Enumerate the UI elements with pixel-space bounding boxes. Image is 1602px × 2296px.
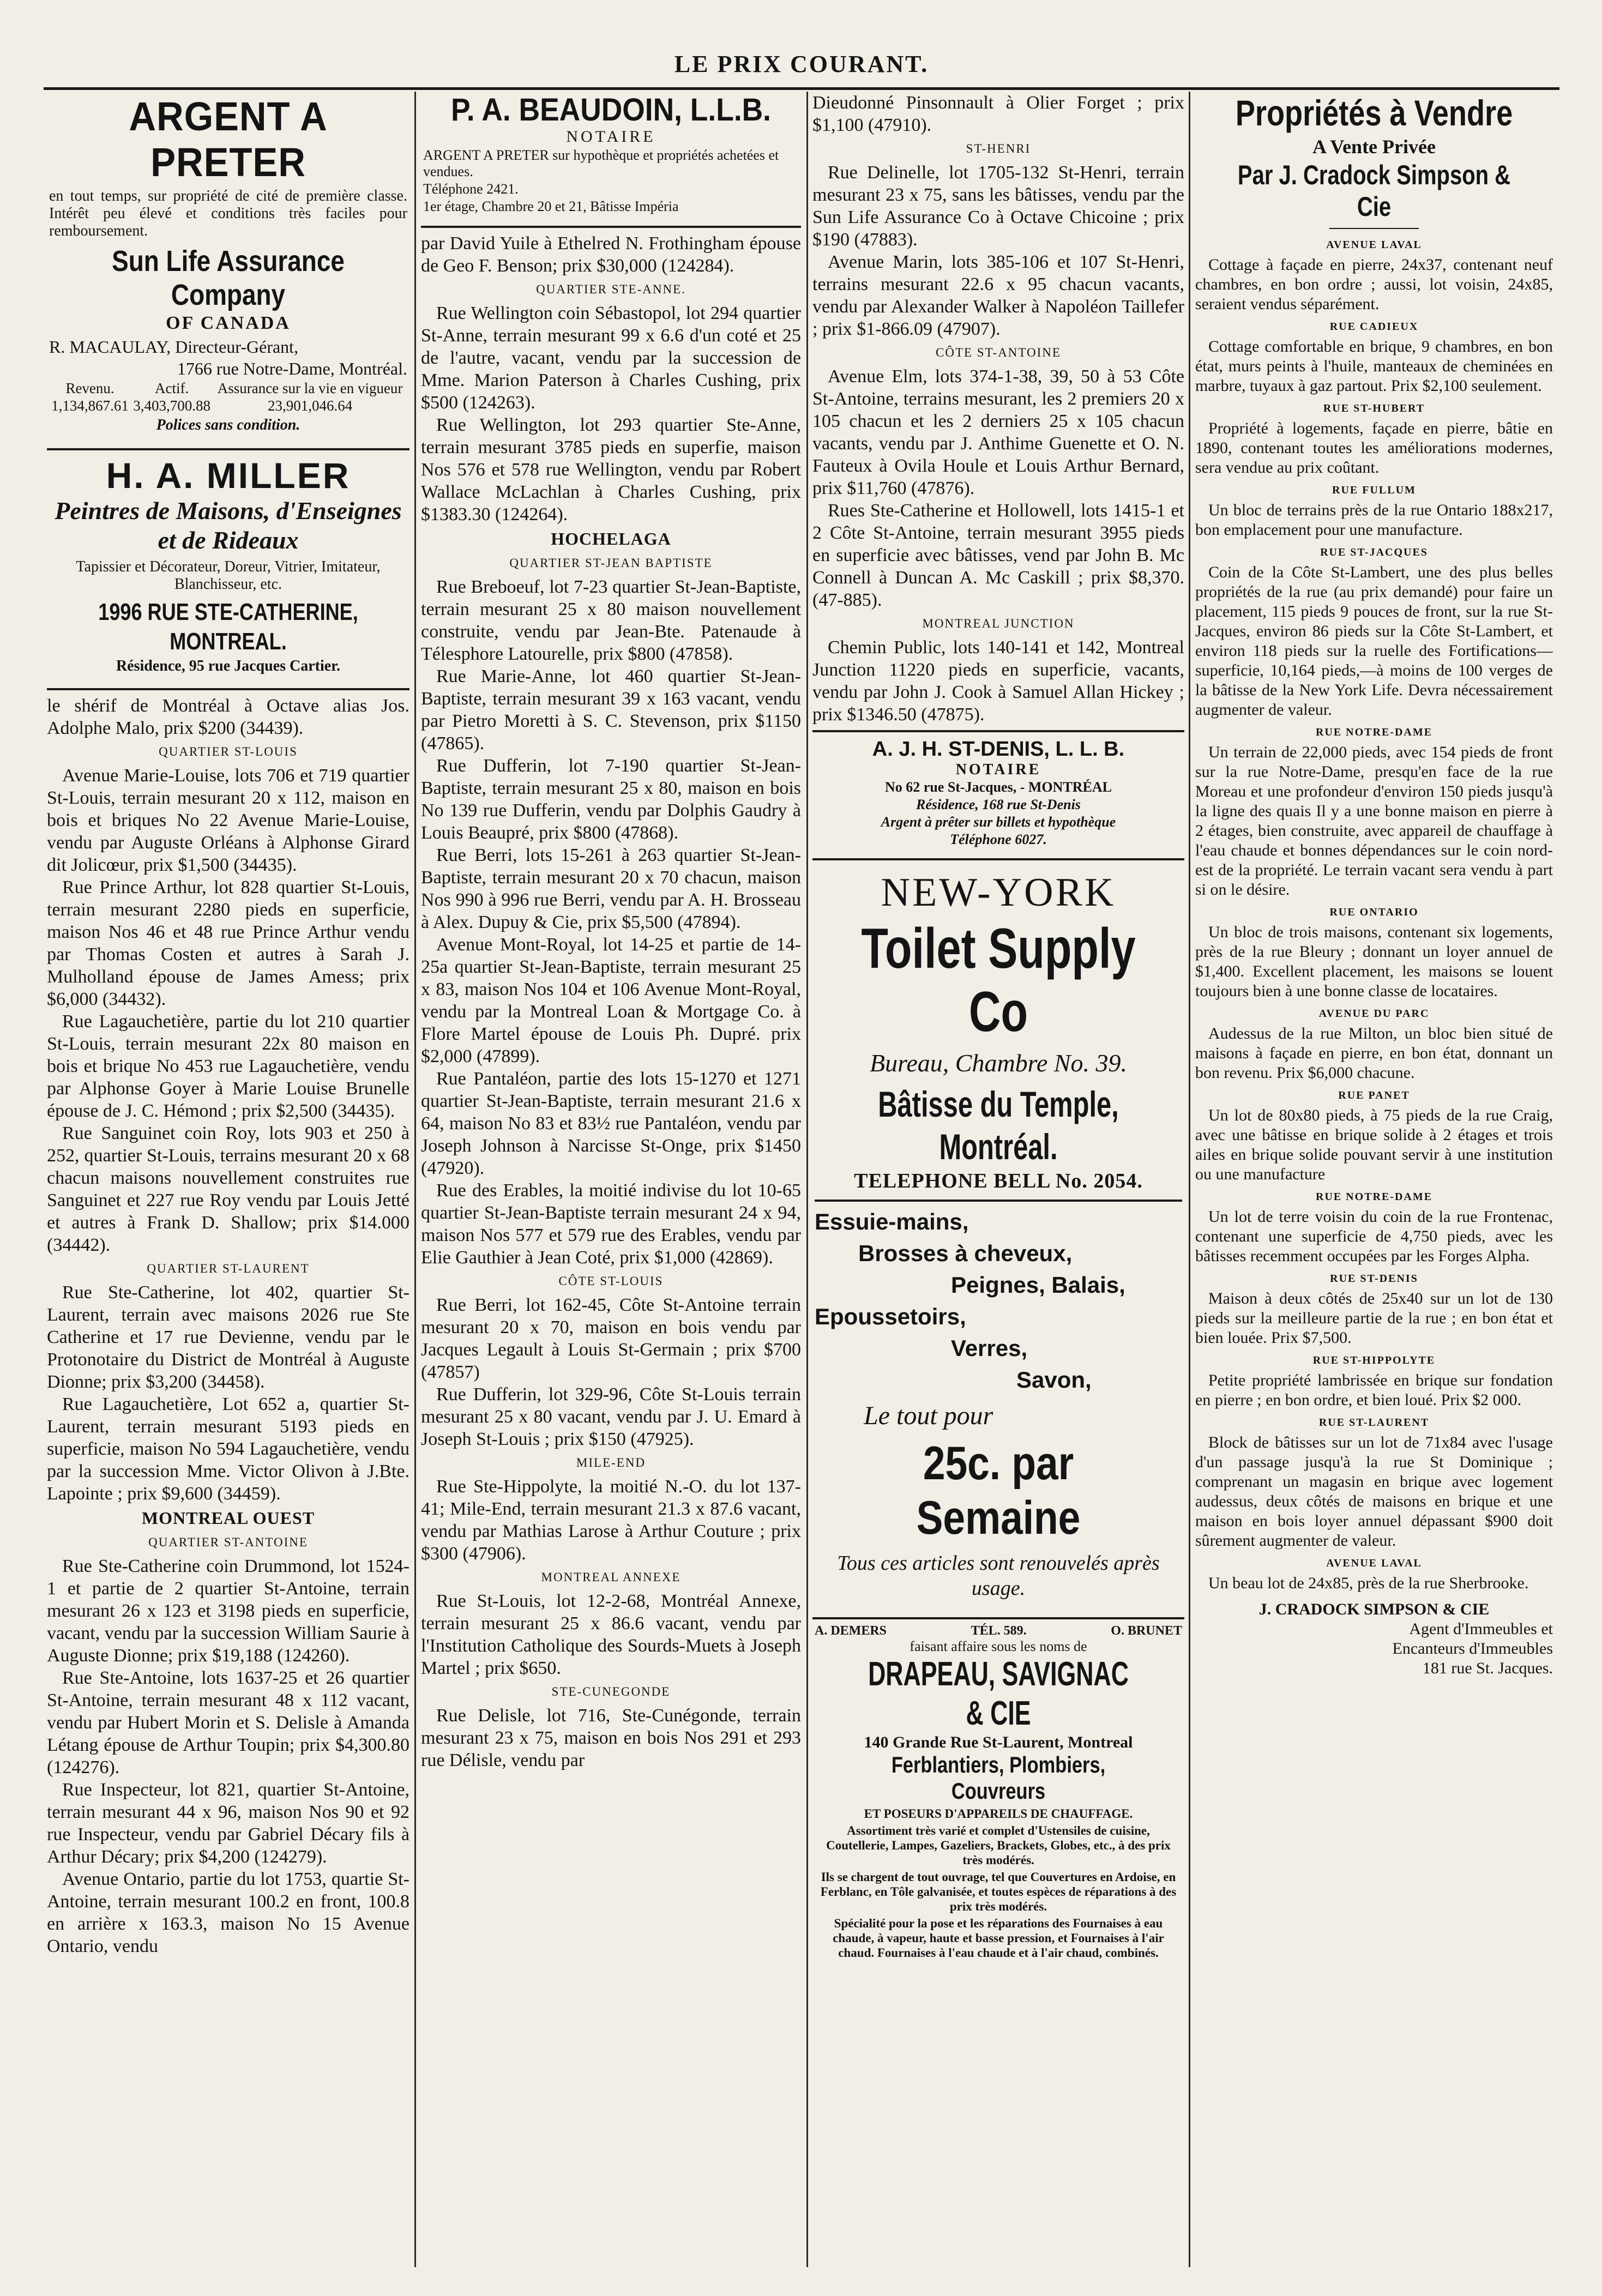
listing-text: Un lot de terre voisin du coin de la rue Frontenac, contenant une superficie de 4,750 pieds, avec les bâtisses recemment occupées par les Forges Alpha. xyxy=(1195,1208,1553,1265)
ad-drapeau-savignac xyxy=(812,1624,1184,1968)
ad-ny-item: Verres, xyxy=(951,1335,1028,1361)
article-paragraph: Avenue Mont-Royal, lot 14-25 et partie de 14-25a quartier St-Jean-Baptiste, terrain mesurant 25 x 83, maison Nos 104 et 106 Avenue Mont-Royal, vendu par la Montreal Loan & Mortgage Co. à Flore Martel épouse de Louis Ph. Dupré. prix $2,000 (47899). xyxy=(421,935,801,1066)
listing-text: Maison à deux côtés de 25x40 sur un lot de 130 pieds sur la meilleure partie de la rue ; en bon état et bien louée. Prix $7,500. xyxy=(1195,1289,1553,1347)
listing-heading: RUE NOTRE-DAME xyxy=(1315,726,1433,738)
listing-text: Block de bâtisses sur un lot de 71x84 avec l'usage d'un passage jusqu'à la rue St Dominique ; comprenant un magasin en brique avec logement audessus, deux côtés de maisons en brique et une maison en bois loyer annuel dépassant $900 doit sûrement augmenter de valeur. xyxy=(1195,1433,1553,1550)
ad-stdenis-address: No 62 rue St-Jacques, - MONTRÉAL xyxy=(885,779,1112,795)
ad-newyork-toilet-supply xyxy=(812,868,1184,1613)
listing-text: Cottage comfortable en brique, 9 chambres, en bon état, murs peints à l'huile, manteaux de cheminées en marbre, tuyaux à gaz partout. Prix $2,100 seulement. xyxy=(1195,338,1553,395)
article-paragraph: Rue Prince Arthur, lot 828 quartier St-Louis, terrain mesurant 2280 pieds en superficie, maison Nos 46 et 48 rue Prince Arthur vendu par Thomas Costen et autres à Sarah J. Mulholland épouse de James Amess; prix $6,000 (34432). xyxy=(47,877,409,1009)
section-heading: QUARTIER ST-JEAN BAPTISTE xyxy=(509,556,713,570)
listing-heading: RUE NOTRE-DAME xyxy=(1315,1191,1433,1203)
listing-heading: AVENUE LAVAL xyxy=(1326,1557,1422,1569)
ad-beaudoin-line: ARGENT A PRETER sur hypothèque et propriétés achetées et vendues. xyxy=(423,147,779,179)
article-paragraph: Avenue Ontario, partie du lot 1753, quartie St-Antoine, terrain mesurant 100.2 en front, 100.8 en arrière x 163.3, maison No 15 Avenue Ontario, vendu xyxy=(47,1869,409,1956)
listing-heading: RUE CADIEUX xyxy=(1329,321,1419,333)
article-paragraph: Rue Lagauchetière, partie du lot 210 quartier St-Louis, terrain mesurant 22x 80 maison en bois et brique No 453 rue Lagauchetière, vendu par Alphonse Goyer à Marie Louise Brunelle épouse de J. C. Hémond ; prix $2,500 (34435). xyxy=(47,1011,409,1121)
column-3 xyxy=(812,92,1184,2267)
divider xyxy=(421,226,801,228)
article-paragraph: Rue St-Louis, lot 12-2-68, Montréal Annexe, terrain mesurant 25 x 86.6 vacant, vendu par l'Institution Catholique des Sourds-Muets à Joseph Martel ; prix $650. xyxy=(421,1591,801,1678)
ad-drapeau-partner-left: A. DEMERS xyxy=(815,1624,887,1638)
ad-ny-company: Toilet Supply Co xyxy=(861,917,1136,1044)
ad-proprietes-subtitle: A Vente Privée xyxy=(1312,136,1436,158)
ad-ny-item: Essuie-mains, xyxy=(815,1209,969,1234)
ad-miller-desc: Tapissier et Décorateur, Doreur, Vitrier, Imitateur, Blanchisseur, etc. xyxy=(76,558,381,593)
stats-value-revenu: 1,134,867.61 xyxy=(51,397,129,414)
ad-miller-address: 1996 RUE STE-CATHERINE, MONTREAL. xyxy=(98,599,358,655)
divider xyxy=(47,688,409,690)
section-heading: MONTREAL JUNCTION xyxy=(922,617,1075,630)
stats-header-assurance: Assurance sur la vie en vigueur xyxy=(217,380,403,396)
divider xyxy=(1329,228,1419,229)
listing-text: Audessus de la rue Milton, un bloc bien situé de maisons à façade en pierre, en bon état, donnant un bon revenu. Prix $6,000 chacune. xyxy=(1195,1025,1553,1082)
ad-ny-price: 25c. par Semaine xyxy=(916,1437,1081,1544)
ad-argent-a-preter xyxy=(47,94,409,444)
section-heading: QUARTIER ST-LAURENT xyxy=(147,1262,310,1275)
ad-proprietes-title: Propriétés à Vendre xyxy=(1235,93,1513,133)
ad-ny-building: Bâtisse du Temple, Montréal. xyxy=(878,1084,1119,1167)
stats-header-revenu: Revenu. xyxy=(65,380,115,396)
ad-drapeau-partner-right: O. BRUNET xyxy=(1111,1624,1182,1638)
ad-beaudoin-office: 1er étage, Chambre 20 et 21, Bâtisse Impéria xyxy=(423,198,679,214)
ad-drapeau-trades: Ferblantiers, Plombiers, Couvreurs xyxy=(891,1752,1106,1804)
listing-heading: RUE ST-DENIS xyxy=(1330,1273,1418,1285)
ad-beaudoin-role: NOTAIRE xyxy=(566,128,656,146)
section-heading: CÔTE ST-LOUIS xyxy=(558,1274,664,1288)
ad-argent-address: 1766 rue Notre-Dame, Montréal. xyxy=(177,359,407,378)
listing-heading: AVENUE LAVAL xyxy=(1326,239,1422,251)
article-paragraph: Rue Delisle, lot 716, Ste-Cunégonde, terrain mesurant 23 x 75, maison en bois Nos 291 et 293 rue Délisle, vendu par xyxy=(421,1706,801,1770)
listing-text: Petite propriété lambrissée en brique sur fondation en pierre ; en bon ordre, et bien loué. Prix $2 000. xyxy=(1195,1371,1553,1409)
ad-ny-office: Bureau, Chambre No. 39. xyxy=(870,1049,1127,1077)
stats-header-actif: Actif. xyxy=(155,380,189,396)
article-paragraph: Rue Delinelle, lot 1705-132 St-Henri, terrain mesurant 23 x 75, sans les bâtisses, vendu par the Sun Life Assurance Co à Octave Chicoine ; prix $190 (47883). xyxy=(812,162,1184,250)
section-heading: ST-HENRI xyxy=(966,142,1031,155)
listing-heading: RUE ST-LAURENT xyxy=(1318,1417,1430,1429)
article-paragraph: Rue Inspecteur, lot 821, quartier St-Antoine, terrain mesurant 44 x 96, maison Nos 90 et 92 rue Inspecteur, vendu par Gabriel Décary fils à Arthur Décary; prix $4,200 (124279). xyxy=(47,1780,409,1867)
section-heading: MONTREAL OUEST xyxy=(141,1508,315,1528)
article-paragraph: Rue Lagauchetière, Lot 652 a, quartier St-Laurent, terrain mesurant 5193 pieds en superficie, maison No 594 Lagauchetière, vendu par la succession Mme. Victor Olivon à J.Bte. Lapointe ; prix $9,600 (34459). xyxy=(47,1394,409,1504)
ad-drapeau-paragraph: Ils se chargent de tout ouvrage, tel que Couvertures en Ardoise, en Ferblanc, en Tôle galvanisée, et toutes espèces de réparations à des prix très modérés. xyxy=(820,1870,1177,1913)
ad-ny-item: Savon, xyxy=(1016,1367,1092,1393)
ad-ny-line1: NEW-YORK xyxy=(881,870,1116,915)
article-paragraph: Rue Pantaléon, partie des lots 15-1270 et 1271 quartier St-Jean-Baptiste, terrain mesurant 21.6 x 64, maison No 83 et 83½ rue Pantaléon, vendu par Joseph Johnson à Narcisse St-Onge, prix $1450 (47920). xyxy=(421,1069,801,1178)
article-paragraph: Rue Ste-Antoine, lots 1637-25 et 26 quartier St-Antoine, terrain mesurant 48 x 112 vacant, vendu par Hubert Morin et S. Delisle à Amanda Létang épouse de Arthur Toupin; prix $4,300.80 (124276). xyxy=(47,1668,409,1777)
article-paragraph: Dieudonné Pinsonnault à Olier Forget ; prix $1,100 (47910). xyxy=(812,93,1184,135)
listing-heading: RUE FULLUM xyxy=(1332,484,1416,496)
ad-miller-trade: Peintres de Maisons, d'Enseignes et de Rideaux xyxy=(55,497,402,554)
ad-beaudoin-phone: Téléphone 2421. xyxy=(423,181,519,197)
ad-ny-phone: TELEPHONE BELL No. 2054. xyxy=(854,1170,1143,1192)
ad-stdenis-name: A. J. H. ST-DENIS, L. L. B. xyxy=(872,738,1125,761)
ad-argent-note: Polices sans condition. xyxy=(156,417,300,433)
column-divider xyxy=(1189,92,1190,2267)
listing-text: Propriété à logements, façade en pierre, bâtie en 1890, contenant toutes les améliorations modernes, sera vendue au prix coûtant. xyxy=(1195,419,1553,477)
article-paragraph: Rue Ste-Catherine, lot 402, quartier St-Laurent, terrain avec maisons 2026 rue Ste Catherine et 17 rue Devienne, vendu par le Protonotaire du District de Montréal à Auguste Dionne; prix $3,200 (34458). xyxy=(47,1282,409,1392)
listing-text: Un terrain de 22,000 pieds, avec 154 pieds de front sur la rue Notre-Dame, presqu'en face de la rue Moreau et une profondeur d'environ 150 pieds jusqu'à la ligne des quais Il y a une bonne maison en pierre à 2 étages, bien construite, avec appareil de chauffage à l'eau chaude et bonnes dépendances sur le coin nord-est de la propriété. Le terrain vacant sera vendu à part si on le désire. xyxy=(1195,743,1553,899)
article-paragraph: Avenue Marie-Louise, lots 706 et 719 quartier St-Louis, terrain mesurant 20 x 112, maison en bois et briques No 22 Avenue Marie-Louise, vendu par Auguste Orléans à Alphonse Girard dit Jolicœur, prix $1,500 (34435). xyxy=(47,766,409,875)
section-heading: QUARTIER ST-ANTOINE xyxy=(148,1535,308,1549)
article-paragraph: Rue Berri, lots 15-261 à 263 quartier St-Jean-Baptiste, terrain mesurant 20 x 70 chacun, maison Nos 990 à 996 rue Berri, vendu par A. H. Brosseau à Alex. Dupuy & Cie, prix $5,500 (47894). xyxy=(421,845,801,932)
section-heading: STE-CUNEGONDE xyxy=(551,1685,671,1698)
article-paragraph: Rue Sanguinet coin Roy, lots 903 et 250 à 252, quartier St-Louis, terrains mesurant 20 x 68 chacun maisons nouvellement construites rue Sanguinet et 227 rue Roy vendu par Louis Jetté et autres à Frank D. Shallow; prix $14.000 (34442). xyxy=(47,1123,409,1255)
ad-argent-stats-table xyxy=(49,379,407,414)
divider xyxy=(47,448,409,450)
ad-beaudoin xyxy=(421,93,801,221)
ad-stdenis-phone: Téléphone 6027. xyxy=(950,831,1047,847)
ad-stdenis-role: NOTAIRE xyxy=(955,761,1041,778)
article-paragraph: Rue Marie-Anne, lot 460 quartier St-Jean-Baptiste, terrain mesurant 39 x 163 vacant, vendu par Pietro Moretti à S. C. Stevenson, prix $1150 (47865). xyxy=(421,666,801,754)
article-paragraph: Rues Ste-Catherine et Hollowell, lots 1415-1 et 2 Côte St-Antoine, terrain mesurant 3955 pieds en superficie avec bâtisses, vend par John B. Mc Connell à Duncan A. Mc Caskill ; prix $8,370. (47-885). xyxy=(812,501,1184,610)
divider xyxy=(812,730,1184,732)
ad-drapeau-paragraph: Spécialité pour la pose et les réparations des Fournaises à eau chaude, à vapeur, haute et basse pression, et Fournaises à l'air chaud. Fournaises à l'eau chaude et à l'air chaud, combinés. xyxy=(833,1917,1164,1960)
section-heading: MILE-END xyxy=(576,1456,646,1469)
article-paragraph: Chemin Public, lots 140-141 et 142, Montreal Junction 11220 pieds en superficie, vacants, vendu par John J. Cook à Samuel Allan Hickey ; prix $1346.50 (47875). xyxy=(812,637,1184,725)
ad-drapeau-address: 140 Grande Rue St-Laurent, Montreal xyxy=(864,1733,1133,1751)
masthead-title: LE PRIX COURANT. xyxy=(674,51,929,77)
ad-argent-manager: R. MACAULAY, Directeur-Gérant, xyxy=(49,337,299,357)
article-paragraph: le shérif de Montréal à Octave alias Jos. Adolphe Malo, prix $200 (34439). xyxy=(47,696,409,738)
signature-line: Encanteurs d'Immeubles xyxy=(1392,1640,1553,1658)
listing-text: Cottage à façade en pierre, 24x37, contenant neuf chambres, en bon ordre ; aussi, lot voisin, 24x85, seraient vendus séparément. xyxy=(1195,256,1553,313)
ad-drapeau-trades2: ET POSEURS D'APPAREILS DE CHAUFFAGE. xyxy=(864,1807,1133,1821)
listing-heading: RUE PANET xyxy=(1338,1089,1410,1101)
listing-text: Un lot de 80x80 pieds, à 75 pieds de la rue Craig, avec une bâtisse en brique solide à 2 étages et trois ailes en brique solide pouvant servir à une institution ou une manufacture xyxy=(1195,1106,1553,1183)
ad-stdenis-residence: Résidence, 168 rue St-Denis xyxy=(916,797,1081,812)
article-paragraph: Rue Berri, lot 162-45, Côte St-Antoine terrain mesurant 20 x 70, maison en bois vendu par Jacques Legault à Louis St-Germain ; prix $700 (47857) xyxy=(421,1295,801,1382)
divider xyxy=(812,858,1184,860)
ad-ny-note: Tous ces articles sont renouvelés après usage. xyxy=(837,1552,1160,1600)
ad-miller-name: H. A. MILLER xyxy=(106,455,351,496)
ad-stdenis-loan: Argent à prêter sur billets et hypothèque xyxy=(881,814,1116,830)
divider xyxy=(812,1617,1184,1619)
listing-text: Un beau lot de 24x85, près de la rue Sherbrooke. xyxy=(1208,1574,1529,1592)
listing-text: Un bloc de trois maisons, contenant six logements, près de la rue Bleury ; donnant un loyer annuel de $1,400. Excellent placement, les maisons se louent toujours bien à une bonne classe de locataires. xyxy=(1195,923,1553,1000)
section-heading: QUARTIER ST-LOUIS xyxy=(159,745,298,758)
ad-argent-title: ARGENT A PRETER xyxy=(129,94,328,185)
column-2 xyxy=(421,92,801,2267)
article-paragraph: Rue Wellington, lot 293 quartier Ste-Anne, terrain mesurant 3785 pieds en superfie, maison Nos 576 et 578 rue Wellington, vendu par Robert Wallace McLachlan à Charles Cushing, prix $1383.30 (124264). xyxy=(421,415,801,525)
stats-value-assurance: 23,901,046.64 xyxy=(267,397,353,414)
ad-stdenis xyxy=(812,738,1184,854)
article-paragraph: Rue Wellington coin Sébastopol, lot 294 quartier St-Anne, terrain mesurant 99 x 6.6 d'un coté et 25 de l'autre, vacant, vendu par la succession de Mme. Marion Paterson à Charles Cushing, prix $500 (124263). xyxy=(421,303,801,413)
ad-drapeau-partners xyxy=(815,1624,1182,1638)
ad-ny-tout: Le tout pour xyxy=(864,1401,993,1430)
ad-beaudoin-name: P. A. BEAUDOIN, L.L.B. xyxy=(450,92,772,128)
listing-heading: RUE ST-JACQUES xyxy=(1320,546,1428,558)
ad-drapeau-intro: faisant affaire sous les noms de xyxy=(910,1638,1087,1654)
article-paragraph: Rue des Erables, la moitié indivise du lot 10-65 quartier St-Jean-Baptiste terrain mesurant 24 x 94, maison Nos 577 et 579 rue des Erables, vendu par Elie Gauthier à Jean Coté, prix $1,000 (42869). xyxy=(421,1180,801,1268)
ad-drapeau-name: DRAPEAU, SAVIGNAC & CIE xyxy=(868,1655,1129,1732)
article-paragraph: Avenue Marin, lots 385-106 et 107 St-Henri, terrains mesurant 22.6 x 95 chacun vacants, vendu par Alexander Walker à Napoléon Taillefer ; prix $1-866.09 (47907). xyxy=(812,252,1184,339)
section-heading: MONTREAL ANNEXE xyxy=(541,1570,681,1584)
ad-proprietes-agent: Par J. Cradock Simpson & Cie xyxy=(1237,160,1511,222)
article-paragraph: Rue Ste-Hippolyte, la moitié N.-O. du lot 137-41; Mile-End, terrain mesurant 21.3 x 87.6 vacant, vendu par Mathias Larose à Arthur Couture ; prix $300 (47906). xyxy=(421,1477,801,1564)
column-1 xyxy=(47,92,409,2267)
ad-argent-country: OF CANADA xyxy=(166,313,291,333)
article-paragraph: par David Yuile à Ethelred N. Frothingham épouse de Geo F. Benson; prix $30,000 (124284). xyxy=(421,233,801,276)
masthead xyxy=(44,22,1559,90)
listing-text: Coin de la Côte St-Lambert, une des plus belles propriétés de la rue (au prix demandé) pour faire un placement, 115 pieds 9 pouces de front, sur la rue St-Jacques, environ 86 pieds sur la Côte St-Lambert, et environ 118 pieds sur la ruelle des Fortifications—superficie, 10,164 pieds,—à moins de 100 verges de la bâtisse de la New York Life. Devra nécessairement augmenter de valeur. xyxy=(1195,563,1553,719)
article-paragraph: Rue Dufferin, lot 7-190 quartier St-Jean-Baptiste, terrain mesurant 25 x 80, maison en bois No 139 rue Dufferin, vendu par Dolphis Gaudry à Louis Beaupré, prix $800 (47868). xyxy=(421,756,801,843)
listing-heading: RUE ST-HUBERT xyxy=(1323,402,1425,414)
article-paragraph: Rue Dufferin, lot 329-96, Côte St-Louis terrain mesurant 25 x 80 vacant, vendu par J. U. Emard à Joseph St-Louis ; prix $150 (47925). xyxy=(421,1384,801,1449)
ad-miller-residence: Résidence, 95 rue Jacques Cartier. xyxy=(116,658,341,674)
divider xyxy=(815,1200,1182,1202)
article-paragraph: Rue Ste-Catherine coin Drummond, lot 1524-1 et partie de 2 quartier St-Antoine, terrain mesurant 26 x 123 et 3198 pieds en superficie, vacant, vendu par la succession William Saurie à Auguste Dionne; prix $19,188 (124260). xyxy=(47,1556,409,1666)
stats-value-actif: 3,403,700.88 xyxy=(133,397,211,414)
signature-company: J. CRADOCK SIMPSON & CIE xyxy=(1258,1600,1490,1618)
listing-text: Un bloc de terrains près de la rue Ontario 188x217, bon emplacement pour une manufacture. xyxy=(1195,501,1553,539)
article-paragraph: Rue Breboeuf, lot 7-23 quartier St-Jean-Baptiste, terrain mesurant 25 x 80 maison nouvellement construite, vendu par Jean-Bte. Patenaude à Télesphore Latourelle, prix $800 (47858). xyxy=(421,577,801,664)
signature-line: Agent d'Immeubles et xyxy=(1409,1620,1553,1638)
signature-address: 181 rue St. Jacques. xyxy=(1422,1659,1553,1677)
listing-heading: RUE ST-HIPPOLYTE xyxy=(1312,1354,1436,1366)
ad-drapeau-paragraph: Assortiment très varié et complet d'Ustensiles de cuisine, Coutellerie, Lampes, Gazeliers, Brackets, Globes, etc., à des prix très modérés. xyxy=(826,1824,1171,1867)
article-paragraph: Avenue Elm, lots 374-1-38, 39, 50 à 53 Côte St-Antoine, terrains mesurant, les 2 premiers 20 x 105 chacun et les 2 derniers 25 x 105 chacun vacants, vendu par J. Anthime Guenette et O. N. Fauteux à Ovila Houle et Louis Arthur Bernard, prix $11,760 (47876). xyxy=(812,366,1184,498)
ad-ny-item: Epoussetoirs, xyxy=(815,1304,966,1329)
column-4 xyxy=(1195,92,1553,2267)
ad-ny-item: Peignes, Balais, xyxy=(951,1272,1125,1298)
section-heading: QUARTIER STE-ANNE. xyxy=(536,282,686,296)
section-heading: HOCHELAGA xyxy=(551,529,671,549)
ad-argent-company: Sun Life Assurance Company xyxy=(112,245,345,311)
ad-drapeau-phone: TÉL. 589. xyxy=(971,1624,1027,1638)
column-divider xyxy=(806,92,808,2267)
section-heading: CÔTE ST-ANTOINE xyxy=(936,346,1061,359)
listing-heading: RUE ONTARIO xyxy=(1329,906,1419,918)
column-divider xyxy=(414,92,416,2267)
ad-miller xyxy=(47,455,409,684)
ad-argent-subtitle: en tout temps, sur propriété de cité de première classe. Intérêt peu élevé et conditions très faciles pour remboursement. xyxy=(49,188,407,239)
listing-heading: AVENUE DU PARC xyxy=(1318,1008,1430,1020)
ad-ny-item: Brosses à cheveux, xyxy=(858,1240,1073,1266)
